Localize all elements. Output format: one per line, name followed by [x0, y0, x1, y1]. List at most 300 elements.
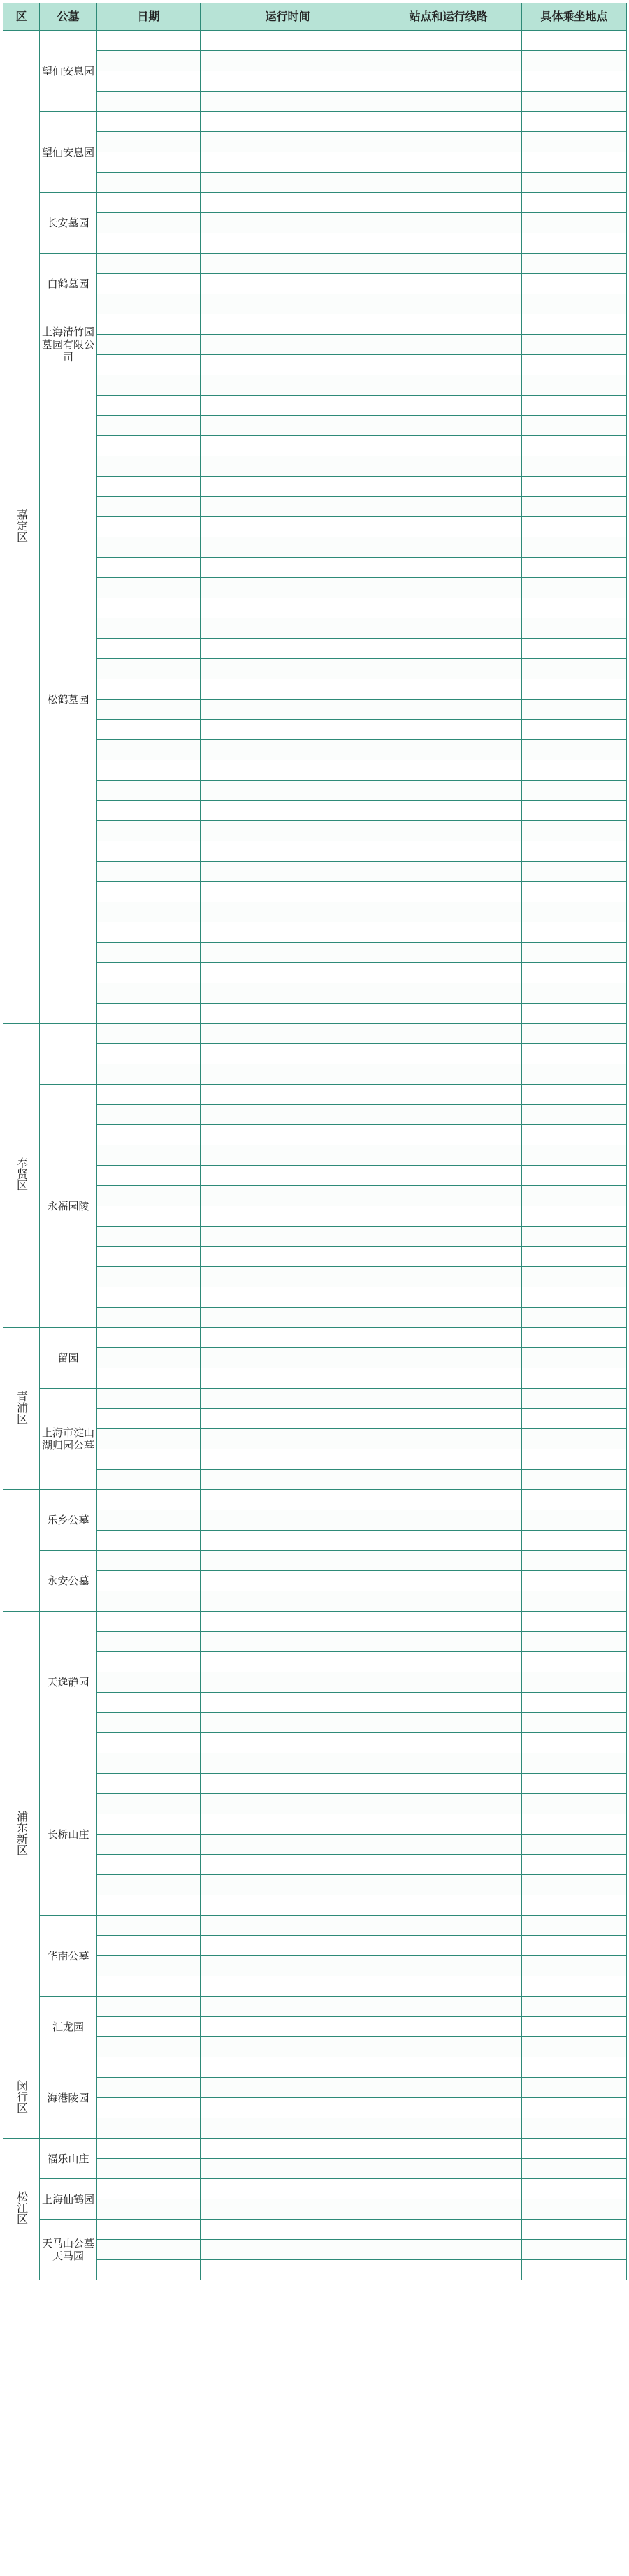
- run-time-cell: [201, 2098, 375, 2118]
- table-row: [3, 517, 627, 537]
- route-cell: [375, 943, 522, 963]
- boarding-location-cell: [522, 2240, 627, 2260]
- date-cell: [97, 2199, 201, 2220]
- run-time-cell: [201, 1855, 375, 1875]
- route-cell: [375, 537, 522, 558]
- date-cell: [97, 233, 201, 254]
- header-cemetery: 公墓: [40, 3, 97, 31]
- date-cell: [97, 1368, 201, 1389]
- run-time-cell: [201, 639, 375, 659]
- table-row: [3, 1044, 627, 1064]
- header-stations-route: 站点和运行线路: [375, 3, 522, 31]
- route-cell: [375, 436, 522, 456]
- cemetery-name: 华南公墓: [40, 1916, 97, 1997]
- run-time-cell: [201, 781, 375, 801]
- run-time-cell: [201, 1125, 375, 1145]
- table-row: [3, 1753, 627, 1774]
- table-row: [3, 1916, 627, 1936]
- boarding-location-cell: [522, 1936, 627, 1956]
- table-row: [3, 537, 627, 558]
- date-cell: [97, 1247, 201, 1267]
- header-district: 区: [3, 3, 40, 31]
- run-time-cell: [201, 1287, 375, 1308]
- table-row: [3, 1429, 627, 1449]
- route-cell: [375, 740, 522, 760]
- route-cell: [375, 1105, 522, 1125]
- date-cell: [97, 700, 201, 720]
- route-cell: [375, 2078, 522, 2098]
- route-cell: [375, 882, 522, 902]
- table-row: [3, 2057, 627, 2078]
- cemetery-name: 长安墓园: [40, 193, 97, 254]
- date-cell: [97, 132, 201, 152]
- run-time-cell: [201, 1733, 375, 1753]
- route-cell: [375, 517, 522, 537]
- route-cell: [375, 1145, 522, 1166]
- route-cell: [375, 760, 522, 781]
- run-time-cell: [201, 1490, 375, 1510]
- date-cell: [97, 1348, 201, 1368]
- date-cell: [97, 841, 201, 862]
- route-cell: [375, 213, 522, 233]
- run-time-cell: [201, 922, 375, 943]
- run-time-cell: [201, 436, 375, 456]
- district-name: 嘉定区: [15, 509, 29, 542]
- route-cell: [375, 2260, 522, 2280]
- run-time-cell: [201, 2057, 375, 2078]
- boarding-location-cell: [522, 517, 627, 537]
- run-time-cell: [201, 31, 375, 51]
- boarding-location-cell: [522, 1571, 627, 1591]
- table-row: [3, 1125, 627, 1145]
- date-cell: [97, 1287, 201, 1308]
- date-cell: [97, 375, 201, 396]
- date-cell: [97, 639, 201, 659]
- run-time-cell: [201, 335, 375, 355]
- boarding-location-cell: [522, 1956, 627, 1976]
- route-cell: [375, 2037, 522, 2057]
- boarding-location-cell: [522, 1814, 627, 1835]
- run-time-cell: [201, 1166, 375, 1186]
- boarding-location-cell: [522, 477, 627, 497]
- date-cell: [97, 598, 201, 618]
- run-time-cell: [201, 1267, 375, 1287]
- table-row: [3, 132, 627, 152]
- table-row: [3, 1855, 627, 1875]
- boarding-location-cell: [522, 2057, 627, 2078]
- cemetery-name: 留园: [40, 1328, 97, 1389]
- boarding-location-cell: [522, 679, 627, 700]
- route-cell: [375, 1753, 522, 1774]
- cemetery-name: 白鹤墓园: [40, 254, 97, 314]
- table-row: [3, 639, 627, 659]
- date-cell: [97, 1004, 201, 1024]
- route-cell: [375, 1247, 522, 1267]
- table-row: [3, 1368, 627, 1389]
- table-row: [3, 1510, 627, 1531]
- date-cell: [97, 416, 201, 436]
- table-row: [3, 1328, 627, 1348]
- district-name: 浦东新区: [15, 1810, 29, 1855]
- date-cell: [97, 335, 201, 355]
- table-row: [3, 51, 627, 71]
- cemetery-name: 上海市淀山湖归园公墓: [40, 1389, 97, 1490]
- boarding-location-cell: [522, 1105, 627, 1125]
- table-row: [3, 213, 627, 233]
- route-cell: [375, 618, 522, 639]
- table-row: [3, 112, 627, 132]
- boarding-location-cell: [522, 2260, 627, 2280]
- boarding-location-cell: [522, 2179, 627, 2199]
- run-time-cell: [201, 558, 375, 578]
- run-time-cell: [201, 1916, 375, 1936]
- boarding-location-cell: [522, 2098, 627, 2118]
- table-row: [3, 2037, 627, 2057]
- boarding-location-cell: [522, 1227, 627, 1247]
- date-cell: [97, 1267, 201, 1287]
- run-time-cell: [201, 1531, 375, 1551]
- table-row: [3, 740, 627, 760]
- boarding-location-cell: [522, 963, 627, 983]
- route-cell: [375, 335, 522, 355]
- route-cell: [375, 314, 522, 335]
- date-cell: [97, 477, 201, 497]
- run-time-cell: [201, 1632, 375, 1652]
- date-cell: [97, 1997, 201, 2017]
- run-time-cell: [201, 274, 375, 294]
- date-cell: [97, 213, 201, 233]
- date-cell: [97, 902, 201, 922]
- run-time-cell: [201, 1612, 375, 1632]
- boarding-location-cell: [522, 659, 627, 679]
- date-cell: [97, 1389, 201, 1409]
- table-row: [3, 1936, 627, 1956]
- route-cell: [375, 1956, 522, 1976]
- boarding-location-cell: [522, 1632, 627, 1652]
- run-time-cell: [201, 537, 375, 558]
- table-row: [3, 1652, 627, 1672]
- boarding-location-cell: [522, 193, 627, 213]
- date-cell: [97, 2078, 201, 2098]
- date-cell: [97, 2260, 201, 2280]
- run-time-cell: [201, 679, 375, 700]
- boarding-location-cell: [522, 1733, 627, 1753]
- date-cell: [97, 396, 201, 416]
- district-cell: [3, 1612, 40, 2057]
- route-cell: [375, 1591, 522, 1612]
- table-row: [3, 1206, 627, 1227]
- route-cell: [375, 92, 522, 112]
- run-time-cell: [201, 2118, 375, 2139]
- table-row: [3, 335, 627, 355]
- run-time-cell: [201, 375, 375, 396]
- boarding-location-cell: [522, 1308, 627, 1328]
- district-name: 松江区: [15, 2191, 29, 2224]
- route-cell: [375, 1409, 522, 1429]
- boarding-location-cell: [522, 983, 627, 1004]
- table-row: [3, 1490, 627, 1510]
- route-cell: [375, 497, 522, 517]
- table-row: [3, 862, 627, 882]
- table-row: [3, 922, 627, 943]
- boarding-location-cell: [522, 598, 627, 618]
- table-row: [3, 781, 627, 801]
- run-time-cell: [201, 720, 375, 740]
- route-cell: [375, 700, 522, 720]
- table-row: [3, 2179, 627, 2199]
- table-row: [3, 2078, 627, 2098]
- date-cell: [97, 760, 201, 781]
- date-cell: [97, 2240, 201, 2260]
- date-cell: [97, 355, 201, 375]
- cemetery-name: 上海清竹园墓园有限公司: [40, 314, 97, 375]
- cemetery-name: 汇龙园: [40, 1997, 97, 2057]
- cemetery-name: 长桥山庄: [40, 1753, 97, 1916]
- boarding-location-cell: [522, 1064, 627, 1085]
- boarding-location-cell: [522, 1449, 627, 1470]
- route-cell: [375, 659, 522, 679]
- date-cell: [97, 1531, 201, 1551]
- boarding-location-cell: [522, 1328, 627, 1348]
- run-time-cell: [201, 1875, 375, 1895]
- route-cell: [375, 1308, 522, 1328]
- boarding-location-cell: [522, 71, 627, 92]
- boarding-location-cell: [522, 618, 627, 639]
- run-time-cell: [201, 821, 375, 841]
- table-row: [3, 1632, 627, 1652]
- run-time-cell: [201, 416, 375, 436]
- route-cell: [375, 173, 522, 193]
- date-cell: [97, 2118, 201, 2139]
- boarding-location-cell: [522, 1551, 627, 1571]
- boarding-location-cell: [522, 1997, 627, 2017]
- table-header: [3, 3, 627, 31]
- route-cell: [375, 1064, 522, 1085]
- table-row: [3, 618, 627, 639]
- date-cell: [97, 2159, 201, 2179]
- date-cell: [97, 618, 201, 639]
- table-row: [3, 1145, 627, 1166]
- boarding-location-cell: [522, 314, 627, 335]
- route-cell: [375, 1936, 522, 1956]
- date-cell: [97, 31, 201, 51]
- table-row: [3, 1389, 627, 1409]
- date-cell: [97, 1044, 201, 1064]
- run-time-cell: [201, 2159, 375, 2179]
- boarding-location-cell: [522, 355, 627, 375]
- run-time-cell: [201, 801, 375, 821]
- boarding-location-cell: [522, 841, 627, 862]
- route-cell: [375, 51, 522, 71]
- table-row: [3, 841, 627, 862]
- run-time-cell: [201, 598, 375, 618]
- route-cell: [375, 1125, 522, 1145]
- date-cell: [97, 1551, 201, 1571]
- boarding-location-cell: [522, 152, 627, 173]
- route-cell: [375, 456, 522, 477]
- boarding-location-cell: [522, 1247, 627, 1267]
- table-row: [3, 1247, 627, 1267]
- run-time-cell: [201, 1145, 375, 1166]
- date-cell: [97, 1024, 201, 1044]
- run-time-cell: [201, 1024, 375, 1044]
- route-cell: [375, 1672, 522, 1693]
- date-cell: [97, 517, 201, 537]
- date-cell: [97, 1145, 201, 1166]
- run-time-cell: [201, 2139, 375, 2159]
- district-cell: [3, 1024, 40, 1328]
- boarding-location-cell: [522, 1875, 627, 1895]
- boarding-location-cell: [522, 1672, 627, 1693]
- run-time-cell: [201, 618, 375, 639]
- table-row: [3, 983, 627, 1004]
- district-cell: [3, 1490, 40, 1612]
- date-cell: [97, 922, 201, 943]
- boarding-location-cell: [522, 1145, 627, 1166]
- date-cell: [97, 1206, 201, 1227]
- table-row: [3, 254, 627, 274]
- cemetery-name: 永福园陵: [40, 1085, 97, 1328]
- run-time-cell: [201, 740, 375, 760]
- table-row: [3, 943, 627, 963]
- date-cell: [97, 92, 201, 112]
- date-cell: [97, 1308, 201, 1328]
- date-cell: [97, 2017, 201, 2037]
- boarding-location-cell: [522, 2017, 627, 2037]
- route-cell: [375, 1814, 522, 1835]
- boarding-location-cell: [522, 1895, 627, 1916]
- route-cell: [375, 1389, 522, 1409]
- date-cell: [97, 193, 201, 213]
- boarding-location-cell: [522, 1389, 627, 1409]
- run-time-cell: [201, 1571, 375, 1591]
- header-date: 日期: [97, 3, 201, 31]
- table-row: [3, 1693, 627, 1713]
- table-row: [3, 1308, 627, 1328]
- boarding-location-cell: [522, 1753, 627, 1774]
- table-row: [3, 720, 627, 740]
- boarding-location-cell: [522, 2037, 627, 2057]
- run-time-cell: [201, 1328, 375, 1348]
- route-cell: [375, 1267, 522, 1287]
- run-time-cell: [201, 862, 375, 882]
- run-time-cell: [201, 1064, 375, 1085]
- date-cell: [97, 1085, 201, 1105]
- boarding-location-cell: [522, 1004, 627, 1024]
- route-cell: [375, 1571, 522, 1591]
- boarding-location-cell: [522, 254, 627, 274]
- route-cell: [375, 902, 522, 922]
- cemetery-name: 永安公墓: [40, 1551, 97, 1612]
- boarding-location-cell: [522, 1429, 627, 1449]
- schedule-table: [3, 3, 627, 2280]
- route-cell: [375, 1004, 522, 1024]
- table-body: [3, 31, 627, 2280]
- boarding-location-cell: [522, 1652, 627, 1672]
- date-cell: [97, 679, 201, 700]
- run-time-cell: [201, 152, 375, 173]
- boarding-location-cell: [522, 1125, 627, 1145]
- table-row: [3, 963, 627, 983]
- table-row: [3, 801, 627, 821]
- route-cell: [375, 1632, 522, 1652]
- date-cell: [97, 1125, 201, 1145]
- boarding-location-cell: [522, 922, 627, 943]
- date-cell: [97, 1794, 201, 1814]
- district-cell: [3, 2139, 40, 2280]
- date-cell: [97, 497, 201, 517]
- date-cell: [97, 1895, 201, 1916]
- boarding-location-cell: [522, 943, 627, 963]
- boarding-location-cell: [522, 1713, 627, 1733]
- date-cell: [97, 943, 201, 963]
- table-row: [3, 2139, 627, 2159]
- date-cell: [97, 659, 201, 679]
- date-cell: [97, 1632, 201, 1652]
- table-row: [3, 1835, 627, 1855]
- route-cell: [375, 2098, 522, 2118]
- route-cell: [375, 1855, 522, 1875]
- boarding-location-cell: [522, 1490, 627, 1510]
- table-row: [3, 2118, 627, 2139]
- boarding-location-cell: [522, 132, 627, 152]
- date-cell: [97, 578, 201, 598]
- table-row: [3, 92, 627, 112]
- route-cell: [375, 2179, 522, 2199]
- table-row: [3, 1348, 627, 1368]
- date-cell: [97, 2037, 201, 2057]
- route-cell: [375, 922, 522, 943]
- route-cell: [375, 1713, 522, 1733]
- boarding-location-cell: [522, 1166, 627, 1186]
- date-cell: [97, 1429, 201, 1449]
- table-row: [3, 1409, 627, 1429]
- boarding-location-cell: [522, 902, 627, 922]
- route-cell: [375, 1693, 522, 1713]
- route-cell: [375, 1490, 522, 1510]
- boarding-location-cell: [522, 1794, 627, 1814]
- cemetery-name: 松鹤墓园: [40, 375, 97, 1024]
- table-row: [3, 1875, 627, 1895]
- district-cell: [3, 2057, 40, 2139]
- table-row: [3, 31, 627, 51]
- route-cell: [375, 233, 522, 254]
- date-cell: [97, 862, 201, 882]
- boarding-location-cell: [522, 51, 627, 71]
- table-row: [3, 1105, 627, 1125]
- boarding-location-cell: [522, 1044, 627, 1064]
- date-cell: [97, 2139, 201, 2159]
- run-time-cell: [201, 1206, 375, 1227]
- run-time-cell: [201, 396, 375, 416]
- run-time-cell: [201, 1895, 375, 1916]
- date-cell: [97, 436, 201, 456]
- date-cell: [97, 1956, 201, 1976]
- date-cell: [97, 983, 201, 1004]
- date-cell: [97, 1105, 201, 1125]
- boarding-location-cell: [522, 1024, 627, 1044]
- route-cell: [375, 720, 522, 740]
- boarding-location-cell: [522, 375, 627, 396]
- route-cell: [375, 1551, 522, 1571]
- boarding-location-cell: [522, 1348, 627, 1368]
- route-cell: [375, 1470, 522, 1490]
- table-row: [3, 578, 627, 598]
- table-row: [3, 1449, 627, 1470]
- run-time-cell: [201, 2037, 375, 2057]
- run-time-cell: [201, 1368, 375, 1389]
- date-cell: [97, 801, 201, 821]
